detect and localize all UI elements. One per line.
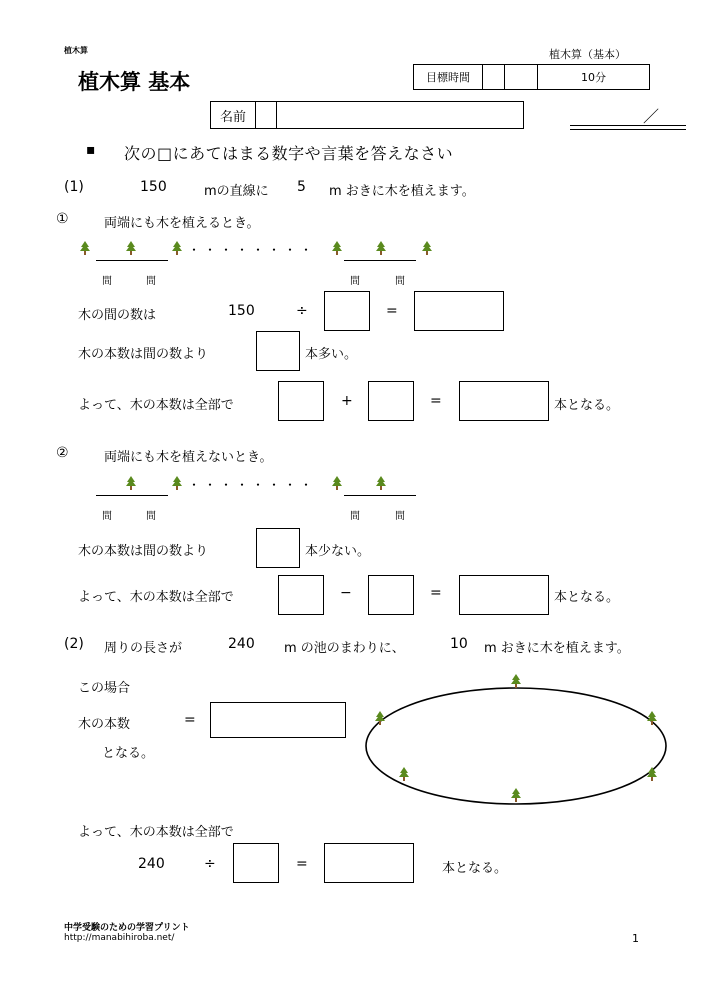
answer-box[interactable] (256, 528, 300, 568)
q2-calc-num: 240 (138, 856, 165, 872)
q2-perimeter: 240 (228, 636, 255, 652)
case1-line1-eq: = (386, 303, 398, 319)
q2-total-label: よって、木の本数は全部で (78, 825, 234, 840)
case1-dots: ・・・・・・・・ (188, 243, 317, 257)
tree-icon (422, 241, 432, 255)
tree-icon (126, 241, 136, 255)
score-slash: ／ (643, 107, 660, 126)
case2-line-right (344, 495, 416, 496)
tree-icon (376, 241, 386, 255)
instruction: 次の□にあてはまる数字や言葉を答えなさい (124, 144, 454, 163)
q2-count-eq: = (184, 712, 196, 728)
tree-icon (399, 767, 409, 781)
case1-line3-op: + (341, 393, 353, 409)
case2-dots: ・・・・・・・・ (188, 478, 317, 492)
case2-num: ② (56, 445, 69, 461)
tree-icon (332, 476, 342, 490)
answer-box[interactable] (278, 381, 324, 421)
q1-label: (1) (64, 179, 84, 195)
case1-line1-num: 150 (228, 303, 255, 319)
top-right-label: 植木算（基本） (549, 48, 626, 61)
case2-line2-text: よって、木の本数は全部で (78, 590, 234, 605)
tree-icon (647, 767, 657, 781)
gap-label: 間 (146, 511, 156, 522)
footer-url[interactable]: http://manabihiroba.net/ (64, 933, 175, 943)
page-number: 1 (632, 932, 639, 945)
small-label: 植木算 (64, 46, 88, 55)
case1-num: ① (56, 211, 69, 227)
q2-text-c: m おきに木を植えます。 (484, 641, 630, 656)
answer-box[interactable] (324, 843, 414, 883)
tree-icon (375, 711, 385, 725)
q1-interval: 5 (297, 179, 306, 195)
answer-box[interactable] (368, 381, 414, 421)
case2-line1-suffix: 本少ない。 (305, 544, 371, 559)
case2-line2-suffix: 本となる。 (554, 590, 620, 605)
tree-icon (647, 711, 657, 725)
gap-label: 間 (395, 511, 405, 522)
target-time-table (413, 64, 650, 90)
gap-label: 間 (395, 276, 405, 287)
tree-icon (332, 241, 342, 255)
q1-length: 150 (140, 179, 167, 195)
case2-title: 両端にも木を植えないとき。 (104, 450, 273, 465)
gap-label: 間 (350, 511, 360, 522)
target-time-label: 目標時間 (414, 65, 483, 90)
instruction-bullet: ▪ (86, 142, 96, 158)
answer-box[interactable] (368, 575, 414, 615)
case1-line-right (344, 260, 416, 261)
answer-box[interactable] (324, 291, 370, 331)
q2-count-label: 木の本数 (78, 717, 131, 732)
q2-case-label: この場合 (78, 681, 131, 696)
footer-line1: 中学受験のための学習プリント (64, 923, 190, 933)
tree-icon (126, 476, 136, 490)
name-label: 名前 (211, 102, 256, 129)
tree-icon (511, 674, 521, 688)
answer-box[interactable] (233, 843, 279, 883)
answer-box[interactable] (459, 575, 549, 615)
case1-line1-op: ÷ (296, 303, 308, 319)
q2-label: (2) (64, 636, 84, 652)
case1-line-left (96, 260, 168, 261)
q1-text-a: mの直線に (204, 184, 269, 199)
tree-icon (80, 241, 90, 255)
gap-label: 間 (102, 511, 112, 522)
case1-line2-text: 木の本数は間の数より (78, 347, 209, 362)
case2-line2-eq: = (430, 585, 442, 601)
q2-calc-eq: = (296, 856, 308, 872)
tree-icon (172, 476, 182, 490)
case2-line2-op: − (340, 585, 352, 601)
answer-box[interactable] (256, 331, 300, 371)
target-time-cell-2[interactable] (505, 65, 538, 90)
name-table (210, 101, 524, 129)
q2-calc-op: ÷ (204, 856, 216, 872)
gap-label: 間 (102, 276, 112, 287)
case2-line1-text: 木の本数は間の数より (78, 544, 209, 559)
case1-line3-text: よって、木の本数は全部で (78, 398, 234, 413)
name-cell-small[interactable] (256, 102, 277, 129)
q1-text-b: m おきに木を植えます。 (329, 184, 475, 199)
case1-line1-text: 木の間の数は (78, 308, 157, 323)
gap-label: 間 (350, 276, 360, 287)
target-time-cell-1[interactable] (483, 65, 505, 90)
case1-line2-suffix: 本多い。 (305, 347, 358, 362)
score-line-1 (570, 125, 686, 126)
answer-box[interactable] (278, 575, 324, 615)
tree-icon (511, 788, 521, 802)
q2-text-b: m の池のまわりに、 (284, 641, 405, 656)
score-line-2 (570, 129, 686, 130)
case1-line3-eq: = (430, 393, 442, 409)
target-time-value: 10分 (538, 65, 650, 90)
gap-label: 間 (146, 276, 156, 287)
q2-text-a: 周りの長さが (104, 641, 183, 656)
name-field[interactable] (277, 102, 524, 129)
answer-box[interactable] (414, 291, 504, 331)
case1-title: 両端にも木を植えるとき。 (104, 216, 260, 231)
q2-calc-suffix: 本となる。 (442, 861, 508, 876)
tree-icon (172, 241, 182, 255)
q2-count-suffix: となる。 (102, 746, 155, 761)
answer-box[interactable] (210, 702, 346, 738)
case2-line-left (96, 495, 168, 496)
q2-interval: 10 (450, 636, 468, 652)
answer-box[interactable] (459, 381, 549, 421)
case1-line3-suffix: 本となる。 (554, 398, 620, 413)
tree-icon (376, 476, 386, 490)
page-title: 植木算 基本 (78, 70, 191, 94)
